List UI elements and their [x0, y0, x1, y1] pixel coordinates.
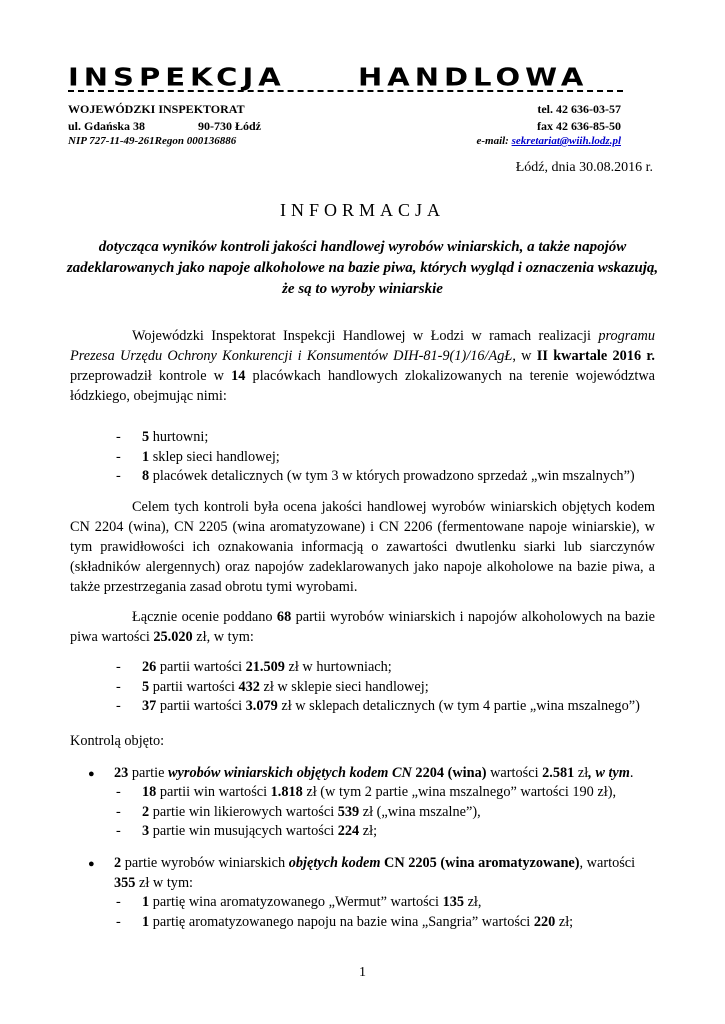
- list-item: - 1 partię aromatyzowanego napoju na bazie wina „Sangria” wartości 220 zł;: [116, 913, 574, 930]
- count: 68: [276, 609, 292, 625]
- value: 432: [238, 678, 260, 695]
- list-item: - 2 partie win likierowych wartości 539 zł („wina mszalne”),: [116, 803, 481, 820]
- paragraph-purpose: Celem tych kontroli była ocena jakości handlowej wyrobów winiarskich objętych kodem CN 2204 (wina), CN 2205 (wina aromatyzowane) i CN 2206 (fermentowane napoje winiarskie), w tym prawidłowości ich oznakowania informacją o zawartości dwutlenku siarki lub siarczynów (składników alergennych) oraz napojów zadeklarowanych jako napoje alkoholowe na bazie piwa, a także przestrzegania zasad obrotu tymi wyrobami.: [70, 499, 655, 595]
- paragraph-intro: [70, 326, 655, 406]
- count: 1: [142, 448, 150, 465]
- text: Łącznie ocenie poddano: [132, 609, 277, 625]
- count: 3: [142, 823, 150, 839]
- value: 220: [533, 913, 556, 930]
- text: wartości: [486, 765, 543, 781]
- text: partie win musujących wartości: [149, 823, 338, 839]
- text: zł („wina mszalne”),: [359, 803, 481, 820]
- value: 135: [442, 894, 465, 910]
- logo-word-2: HANDLOWA: [358, 62, 589, 92]
- text: Wojewódzki Inspektorat Inspekcji Handlowej w Łodzi w ramach realizacji: [132, 328, 599, 344]
- count: 37: [142, 698, 157, 714]
- text: zł (w tym 2 partie „wina mszalnego” wartości 190 zł),: [302, 784, 617, 800]
- header-divider: [68, 90, 623, 92]
- document-date: Łódź, dnia 30.08.2016 r.: [515, 160, 653, 175]
- text: partii wartości: [149, 678, 239, 695]
- fax: fax 42 636-85-50: [537, 119, 621, 133]
- email-label: e-mail:: [476, 135, 512, 147]
- cn2204-list: [116, 783, 616, 842]
- logo: [68, 64, 623, 90]
- text: zł,: [464, 894, 482, 910]
- text: partie win likierowych wartości: [149, 803, 338, 820]
- text: partię wina aromatyzowanego „Wermut” wartości: [149, 894, 443, 910]
- text: partii wyrobów winiarskich i napojów alkoholowych na bazie piwa wartości: [70, 609, 655, 645]
- outlets-list: [116, 428, 635, 487]
- count: 5: [142, 678, 150, 695]
- text: zł: [574, 765, 589, 781]
- cn-code: CN 2205 (wina aromatyzowane): [380, 855, 580, 871]
- list-item: - 5 partii wartości 432 zł w sklepie sieci handlowej;: [116, 678, 429, 695]
- nip-regon: NIP 727-11-49-261Regon 000136886: [68, 135, 237, 147]
- value: 21.509: [245, 659, 285, 675]
- text: partie wyrobów winiarskich: [121, 855, 289, 871]
- count: 1: [142, 894, 150, 910]
- count: 18: [142, 784, 157, 800]
- bullet-dot-icon: ●: [88, 768, 95, 780]
- list-item: - 1 sklep sieci handlowej;: [116, 448, 280, 465]
- count: 2: [114, 855, 122, 871]
- text: , w tym: [588, 765, 630, 781]
- text: zł w sklepie sieci handlowej;: [259, 678, 429, 695]
- email-link[interactable]: sekretariat@wiih.lodz.pl: [511, 135, 621, 147]
- paragraph-total: [70, 607, 655, 647]
- batches-list: [116, 658, 640, 717]
- value: 224: [337, 823, 360, 839]
- page-number: 1: [359, 965, 366, 980]
- text: zł w tym:: [135, 875, 194, 891]
- value: 3.079: [245, 698, 278, 714]
- phone: tel. 42 636-03-57: [537, 102, 621, 116]
- count: 2: [142, 803, 150, 820]
- cn2205-list: [116, 893, 573, 932]
- list-item: - 8 placówek detalicznych (w tym 3 w których prowadzono sprzedaż „win mszalnych”): [116, 468, 635, 484]
- street-address: ul. Gdańska 38: [68, 119, 146, 133]
- text: zł;: [555, 913, 574, 930]
- text: objętych kodem: [288, 855, 381, 871]
- bullet-cn2205: [88, 853, 635, 874]
- text: .: [629, 765, 634, 781]
- text: zł, w tym:: [192, 629, 254, 645]
- count: 26: [142, 659, 157, 675]
- bullet-dot-icon: ●: [88, 858, 95, 870]
- value: 1.818: [270, 784, 303, 800]
- email-line: [476, 135, 621, 147]
- bullet-cn2205-cont: [114, 873, 193, 893]
- text: partii win wartości: [156, 784, 271, 800]
- text: placówkach handlowych zlokalizowanych na terenie województwa łódzkiego, obejmując nimi:: [70, 368, 655, 404]
- quarter: II kwartale 2016 r.: [536, 348, 655, 364]
- paragraph-scope: Kontrolą objęto:: [70, 733, 165, 749]
- value: 25.020: [153, 629, 193, 645]
- count: 5: [142, 429, 150, 445]
- org-name: WOJEWÓDZKI INSPEKTORAT: [68, 102, 245, 116]
- program-name: programu Prezesa Urzędu Ochrony Konkurencji i Konsumentów DIH-81-9(1)/16/AgŁ: [70, 328, 655, 364]
- text: placówek detalicznych (w tym 3 w których prowadzono sprzedaż „win mszalnych”): [149, 468, 635, 484]
- count: 1: [142, 913, 150, 930]
- text: zł;: [359, 823, 378, 839]
- text: wyrobów winiarskich objętych kodem CN: [168, 765, 412, 781]
- text: przeprowadził kontrole w: [70, 368, 232, 384]
- text: partię aromatyzowanego napoju na bazie wina „Sangria” wartości: [149, 913, 534, 930]
- cn-code: 2204 (wina): [411, 765, 487, 781]
- text: sklep sieci handlowej;: [149, 448, 280, 465]
- list-item: - 26 partii wartości 21.509 zł w hurtowniach;: [116, 659, 392, 675]
- bullet-cn2204: [88, 763, 633, 784]
- value: 355: [114, 875, 136, 891]
- value: 539: [337, 803, 360, 820]
- value: 2.581: [542, 765, 575, 781]
- document-subtitle: dotycząca wyników kontroli jakości handlowej wyrobów winiarskich, a także napojów zadeklarowanych jako napoje alkoholowe na bazie piwa, których wygląd i oznaczenia wskazują, że są to wyroby winiarskie: [66, 239, 659, 297]
- list-item: - 3 partie win musujących wartości 224 zł;: [116, 823, 378, 839]
- text: , wartości: [579, 855, 636, 871]
- text: partii wartości: [156, 698, 246, 714]
- text: zł w sklepach detalicznych (w tym 4 partie „wina mszalnego”): [277, 698, 640, 714]
- text: , w: [512, 348, 537, 364]
- list-item: - 1 partię wina aromatyzowanego „Wermut” wartości 135 zł,: [116, 894, 482, 910]
- text: partie: [128, 765, 168, 781]
- list-item: - 18 partii win wartości 1.818 zł (w tym 2 partie „wina mszalnego” wartości 190 zł),: [116, 784, 617, 800]
- text: hurtowni;: [149, 429, 209, 445]
- count: 8: [142, 468, 150, 484]
- list-item: - 37 partii wartości 3.079 zł w sklepach detalicznych (w tym 4 partie „wina mszalnego”): [116, 698, 640, 714]
- logo-word-1: INSPEKCJA: [68, 62, 286, 92]
- count: 23: [114, 765, 129, 781]
- list-item: - 5 hurtowni;: [116, 429, 209, 445]
- postal-code: 90-730 Łódź: [198, 119, 261, 133]
- text: zł w hurtowniach;: [284, 659, 392, 675]
- text: partii wartości: [156, 659, 246, 675]
- count: 14: [231, 368, 246, 384]
- document-title: INFORMACJA: [279, 200, 446, 220]
